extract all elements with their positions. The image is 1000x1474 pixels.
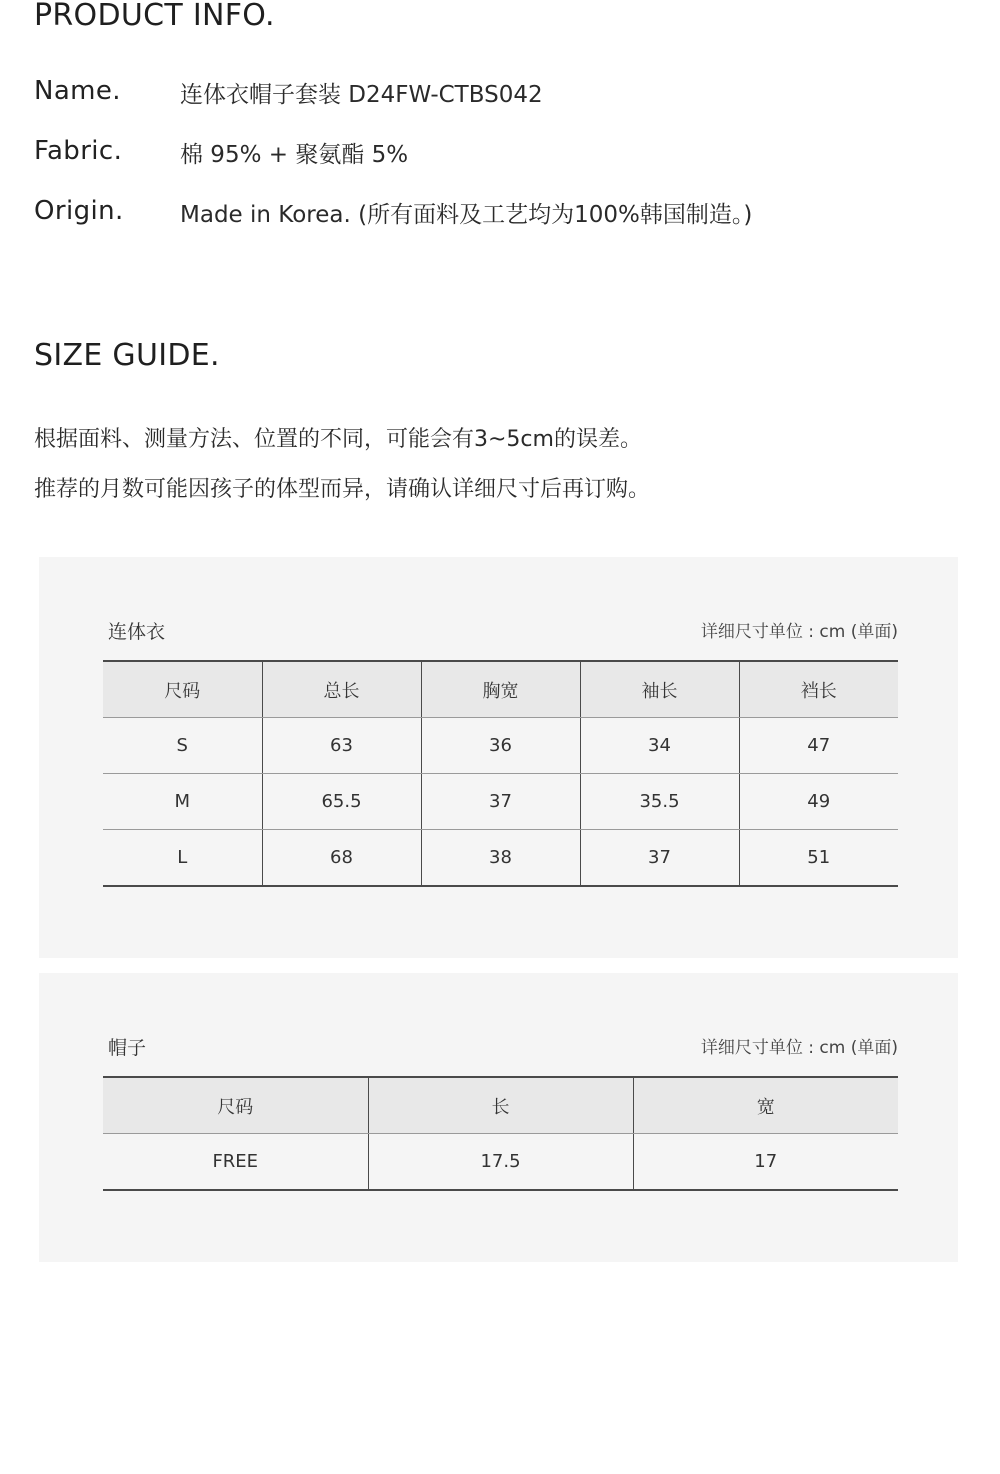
origin-value: Made in Korea. (所有面料及工艺均为100%韩国制造。)	[180, 202, 753, 228]
column-header: 长	[368, 1077, 633, 1134]
table-cell: 68	[262, 830, 421, 887]
table-cell: 17	[633, 1134, 898, 1191]
hat-unit-note: 详细尺寸单位 : cm (单面)	[700, 1038, 898, 1058]
name-label: Name.	[34, 76, 121, 106]
column-header: 袖长	[580, 661, 739, 718]
onesie-unit-note: 详细尺寸单位 : cm (单面)	[700, 622, 898, 642]
table-cell: 49	[739, 774, 898, 830]
table-cell: 36	[421, 718, 580, 774]
table-cell: 63	[262, 718, 421, 774]
table-cell: 37	[421, 774, 580, 830]
size-note-tolerance: 根据面料、测量方法、位置的不同，可能会有3~5cm的误差。	[34, 427, 642, 452]
column-header: 胸宽	[421, 661, 580, 718]
onesie-size-table	[103, 660, 898, 887]
column-header: 尺码	[103, 661, 262, 718]
table-header-row	[103, 661, 898, 718]
table-header-row	[103, 1077, 898, 1134]
table-cell: 38	[421, 830, 580, 887]
table-cell: L	[177, 847, 188, 868]
onesie-size-panel	[39, 557, 958, 958]
column-header: 裆长	[739, 661, 898, 718]
table-row	[103, 718, 898, 774]
hat-size-table	[103, 1076, 898, 1191]
table-row	[103, 1134, 898, 1191]
origin-label: Origin.	[34, 196, 124, 226]
column-header: 总长	[262, 661, 421, 718]
column-header: 宽	[633, 1077, 898, 1134]
name-value: 连体衣帽子套装 D24FW-CTBS042	[180, 82, 543, 108]
table-cell: 17.5	[368, 1134, 633, 1191]
size-guide-heading: SIZE GUIDE.	[34, 338, 220, 373]
table-cell: 34	[580, 718, 739, 774]
hat-size-panel	[39, 973, 958, 1262]
table-row	[103, 830, 898, 887]
table-row	[103, 774, 898, 830]
onesie-table-title: 连体衣	[108, 621, 166, 643]
table-cell: S	[103, 718, 262, 774]
product-info-heading: PRODUCT INFO.	[34, 0, 275, 33]
table-cell: 37	[580, 830, 739, 887]
fabric-value: 棉 95% + 聚氨酯 5%	[180, 142, 409, 168]
table-cell: M	[103, 774, 262, 830]
table-cell: FREE	[212, 1151, 259, 1172]
column-header: 尺码	[103, 1077, 368, 1134]
size-note-recommendation: 推荐的月数可能因孩子的体型而异，请确认详细尺寸后再订购。	[34, 477, 651, 502]
hat-table-title: 帽子	[108, 1037, 147, 1059]
table-cell: 47	[739, 718, 898, 774]
fabric-label: Fabric.	[34, 136, 123, 166]
table-cell: 35.5	[580, 774, 739, 830]
table-cell: 51	[739, 830, 898, 887]
table-cell: 65.5	[262, 774, 421, 830]
